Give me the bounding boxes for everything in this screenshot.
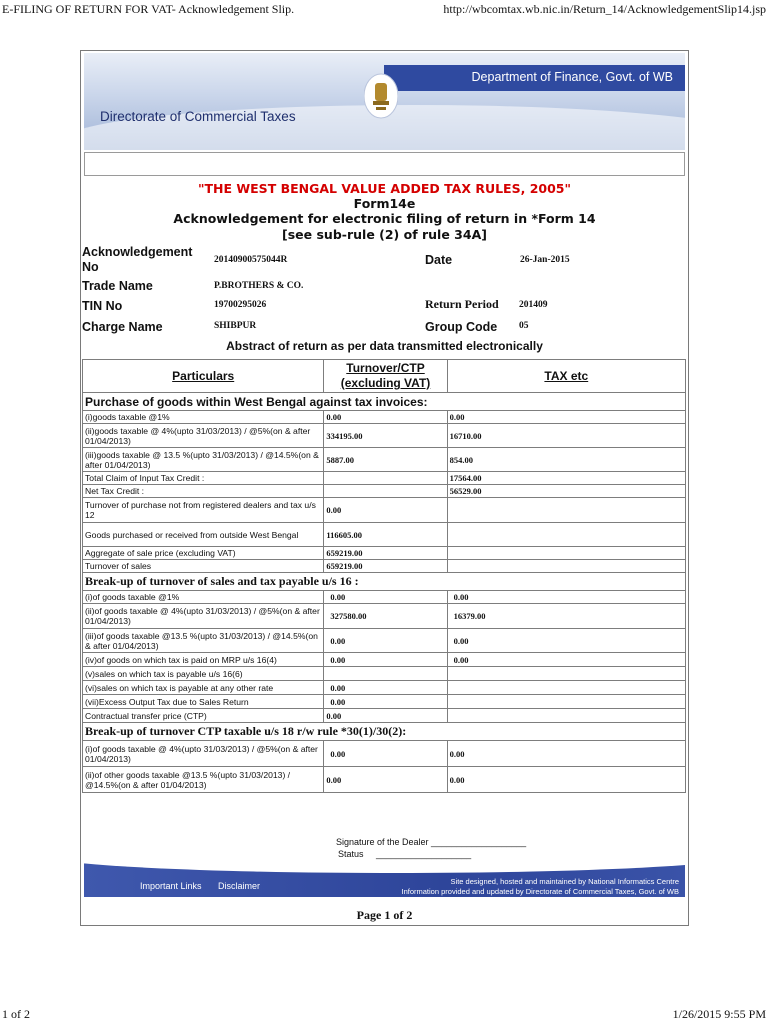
subrule-title: [see sub-rule (2) of rule 34A] — [282, 227, 487, 242]
row-tax: 17564.00 — [447, 472, 685, 485]
disclaimer-link[interactable]: Disclaimer — [218, 881, 261, 891]
row-tax: 854.00 — [447, 448, 685, 472]
row-particular: Aggregate of sale price (excluding VAT) — [83, 547, 324, 560]
section-sales-heading: Break-up of turnover of sales and tax payable u/s 16 : — [83, 573, 686, 591]
table-row — [83, 681, 686, 695]
table-row — [83, 653, 686, 667]
charge-name-value: SHIBPUR — [214, 321, 257, 331]
row-turnover: 5887.00 — [324, 448, 447, 472]
footer-banner — [84, 863, 685, 897]
section-purchase-heading: Purchase of goods within West Bengal against tax invoices: — [83, 393, 686, 411]
row-particular: (iv)of goods on which tax is paid on MRP u/s 16(4) — [83, 653, 324, 667]
footer-nic-text: Site designed, hosted and maintained by National Informatics Centre — [450, 877, 679, 886]
print-footer-datetime: 1/26/2015 9:55 PM — [672, 1007, 766, 1021]
table-row — [83, 424, 686, 448]
table-row — [83, 448, 686, 472]
row-turnover: 0.00 — [324, 741, 447, 767]
group-code-value: 05 — [519, 321, 529, 331]
row-tax: 0.00 — [447, 653, 685, 667]
charge-name-label: Charge Name — [82, 320, 163, 334]
ack-title: Acknowledgement for electronic filing of return in *Form 14 — [173, 211, 596, 226]
row-particular: (ii)of other goods taxable @13.5 %(upto 31/03/2013) / @14.5%(on & after 01/04/2013) — [83, 767, 324, 793]
row-particular: (i)of goods taxable @1% — [83, 591, 324, 604]
tin-value: 19700295026 — [214, 300, 267, 310]
date-value: 26-Jan-2015 — [520, 255, 570, 265]
header-particulars: Particulars — [83, 360, 324, 393]
return-period-value: 201409 — [519, 300, 548, 310]
row-tax: 0.00 — [447, 741, 685, 767]
trade-name-label: Trade Name — [82, 279, 153, 293]
row-tax: 0.00 — [447, 411, 685, 424]
row-turnover: 0.00 — [324, 767, 447, 793]
row-particular: Goods purchased or received from outside West Bengal — [83, 523, 324, 547]
ack-no-value: 20140900575044R — [214, 255, 288, 265]
trade-name-value: P.BROTHERS & CO. — [214, 281, 304, 291]
row-tax — [447, 709, 685, 723]
table-row — [83, 560, 686, 573]
row-particular: (vii)Excess Output Tax due to Sales Return — [83, 695, 324, 709]
row-particular: (vi)sales on which tax is payable at any other rate — [83, 681, 324, 695]
row-tax: 56529.00 — [447, 485, 685, 498]
row-turnover: 659219.00 — [324, 560, 447, 573]
row-turnover: 0.00 — [324, 695, 447, 709]
abstract-heading: Abstract of return as per data transmitted electronically — [226, 339, 543, 353]
table-row — [83, 604, 686, 629]
directorate-name: Directorate of Commercial Taxes — [100, 109, 296, 124]
row-particular: (ii)goods taxable @ 4%(upto 31/03/2013) / @5%(on & after 01/04/2013) — [83, 424, 324, 448]
table-row — [83, 709, 686, 723]
row-turnover: 116605.00 — [324, 523, 447, 547]
row-turnover: 0.00 — [324, 653, 447, 667]
row-turnover: 334195.00 — [324, 424, 447, 448]
row-turnover: 659219.00 — [324, 547, 447, 560]
form-title: Form14e — [353, 196, 416, 211]
row-turnover: 0.00 — [324, 591, 447, 604]
header-turnover: Turnover/CTP (excluding VAT) — [324, 360, 447, 393]
row-turnover: 0.00 — [324, 411, 447, 424]
table-row — [83, 485, 686, 498]
row-particular: (iii)of goods taxable @13.5 %(upto 31/03/2013) / @14.5%(on & after 01/04/2013) — [83, 629, 324, 653]
row-tax: 0.00 — [447, 629, 685, 653]
row-tax: 0.00 — [447, 767, 685, 793]
table-row — [83, 523, 686, 547]
page-number: Page 1 of 2 — [356, 908, 413, 922]
important-links-link[interactable]: Important Links — [140, 881, 202, 891]
row-tax — [447, 667, 685, 681]
row-particular: (iii)goods taxable @ 13.5 %(upto 31/03/2013) / @14.5%(on & after 01/04/2013) — [83, 448, 324, 472]
return-abstract-table — [82, 359, 686, 793]
header-tax: TAX etc — [447, 360, 685, 393]
print-footer-page: 1 of 2 — [2, 1007, 30, 1021]
row-particular: Turnover of sales — [83, 560, 324, 573]
row-tax — [447, 547, 685, 560]
table-header-row — [83, 360, 686, 393]
row-turnover — [324, 485, 447, 498]
table-row — [83, 629, 686, 653]
status-line: Status ___________________ — [338, 849, 472, 859]
tin-label: TIN No — [82, 299, 123, 313]
row-tax — [447, 523, 685, 547]
header-banner — [84, 53, 685, 150]
row-tax — [447, 681, 685, 695]
row-tax — [447, 560, 685, 573]
row-turnover: 0.00 — [324, 709, 447, 723]
date-label: Date — [425, 253, 453, 267]
table-row — [83, 411, 686, 424]
row-tax: 0.00 — [447, 591, 685, 604]
print-header-title: E-FILING OF RETURN FOR VAT- Acknowledgement Slip. — [2, 2, 295, 16]
row-turnover — [324, 667, 447, 681]
row-particular: Net Tax Credit : — [83, 485, 324, 498]
return-period-label: Return Period — [425, 297, 499, 311]
spacer-row — [84, 152, 685, 176]
row-particular: (i)goods taxable @1% — [83, 411, 324, 424]
print-header-url: http://wbcomtax.wb.nic.in/Return_14/AcknowledgementSlip14.jsp — [443, 2, 766, 16]
row-turnover: 0.00 — [324, 498, 447, 523]
state-emblem-icon — [364, 73, 398, 119]
row-particular: (i)of goods taxable @ 4%(upto 31/03/2013) / @5%(on & after 01/04/2013) — [83, 741, 324, 767]
table-row — [83, 767, 686, 793]
row-tax: 16710.00 — [447, 424, 685, 448]
row-particular: Contractual transfer price (CTP) — [83, 709, 324, 723]
group-code-label: Group Code — [425, 320, 498, 334]
ack-no-label: Acknowledgement No — [82, 245, 193, 274]
department-name: Department of Finance, Govt. of WB — [471, 70, 673, 84]
dealer-signature-line: Signature of the Dealer ___________________ — [336, 837, 527, 847]
row-turnover: 0.00 — [324, 681, 447, 695]
footer-info-text: Information provided and updated by Directorate of Commercial Taxes, Govt. of WB — [401, 887, 679, 896]
table-row — [83, 591, 686, 604]
row-particular: (ii)of goods taxable @ 4%(upto 31/03/2013) / @5%(on & after 01/04/2013) — [83, 604, 324, 629]
row-turnover: 0.00 — [324, 629, 447, 653]
section-ctp-heading: Break-up of turnover CTP taxable u/s 18 r/w rule *30(1)/30(2): — [83, 723, 686, 741]
table-row — [83, 547, 686, 560]
table-row — [83, 667, 686, 681]
row-turnover — [324, 472, 447, 485]
row-tax: 16379.00 — [447, 604, 685, 629]
table-row — [83, 695, 686, 709]
row-tax — [447, 695, 685, 709]
row-particular: (v)sales on which tax is payable u/s 16(6) — [83, 667, 324, 681]
row-tax — [447, 498, 685, 523]
row-turnover: 327580.00 — [324, 604, 447, 629]
rules-title: "THE WEST BENGAL VALUE ADDED TAX RULES, 2005" — [197, 181, 572, 196]
table-row — [83, 472, 686, 485]
table-row — [83, 741, 686, 767]
table-row — [83, 498, 686, 523]
row-particular: Turnover of purchase not from registered dealers and tax u/s 12 — [83, 498, 324, 523]
row-particular: Total Claim of Input Tax Credit : — [83, 472, 324, 485]
